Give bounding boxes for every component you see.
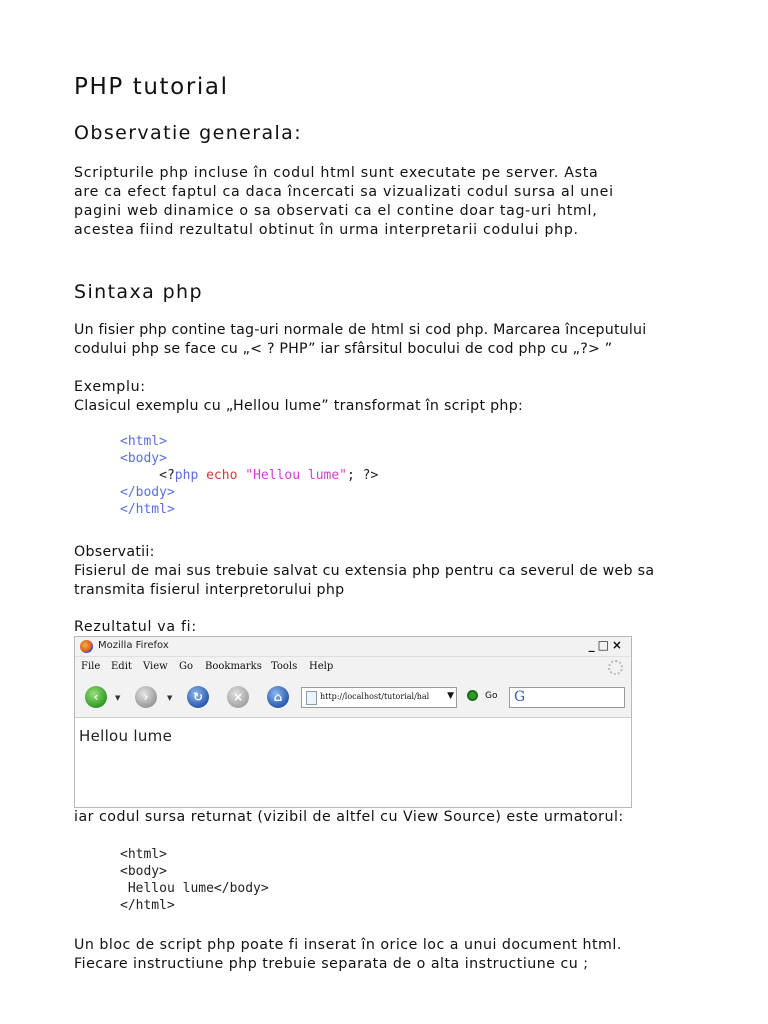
paragraph-line: are ca efect faptul ca daca încercati sa vizualizati codul sursa al unei (74, 184, 614, 200)
example-text: Clasicul exemplu cu „Hellou lume” transformat în script php: (74, 398, 524, 414)
stop-button[interactable] (227, 686, 249, 708)
go-icon[interactable] (467, 690, 478, 701)
example-block (74, 378, 523, 416)
closing-paragraph (74, 936, 622, 974)
reload-icon: ↻ (192, 690, 204, 704)
paragraph-line: codului php se face cu „< ? PHP” iar sfârsitul bocului de cod php cu „?> ” (74, 341, 613, 357)
code-line: </html> (120, 502, 175, 517)
section-heading-observatie: Observatie generala: (74, 122, 303, 144)
browser-page-content: Hellou lume (79, 727, 173, 745)
code-token: php (174, 468, 199, 483)
menu-edit[interactable]: Edit (111, 661, 132, 672)
menu-help[interactable]: Help (309, 661, 334, 672)
php-code-block (120, 433, 378, 518)
code-line: Hellou lume</body> (120, 881, 269, 896)
url-bar[interactable] (301, 687, 457, 708)
code-token: <? (159, 468, 175, 483)
example-label: Exemplu: (74, 379, 146, 395)
google-logo-icon: G (514, 689, 526, 705)
menu-tools[interactable]: Tools (271, 661, 298, 672)
url-dropdown-icon[interactable]: ▼ (447, 691, 454, 701)
code-line: <html> (120, 847, 167, 862)
back-button[interactable] (85, 686, 107, 708)
source-code-block (120, 846, 269, 914)
back-arrow-icon: ‹ (93, 690, 99, 704)
paragraph-line: Fiecare instructiune php trebuie separata de o alta instructiune cu ; (74, 956, 589, 972)
paragraph-line: transmita fisierul interpretorului php (74, 582, 345, 598)
browser-toolbar (75, 677, 631, 718)
paragraph-line: Scripturile php incluse în codul html sunt executate pe server. Asta (74, 165, 599, 181)
paragraph-observatie (74, 164, 614, 240)
reload-button[interactable] (187, 686, 209, 708)
url-text: http://localhost/tutorial/hal (320, 692, 430, 701)
paragraph-line: Un fisier php contine tag-uri normale de html si cod php. Marcarea începutului (74, 322, 647, 338)
forward-button[interactable] (135, 686, 157, 708)
window-title: Mozilla Firefox (98, 640, 169, 651)
window-controls[interactable]: _□× (588, 638, 625, 652)
throbber-icon (608, 660, 623, 675)
code-line: </html> (120, 898, 175, 913)
paragraph-line: pagini web dinamice o sa observati ca el contine doar tag-uri html, (74, 203, 598, 219)
forward-dropdown-icon[interactable]: ▼ (167, 694, 173, 702)
menu-bookmarks[interactable]: Bookmarks (205, 661, 262, 672)
stop-icon: × (232, 690, 244, 704)
back-dropdown-icon[interactable]: ▼ (115, 694, 121, 702)
browser-menubar (75, 657, 631, 677)
paragraph-sintaxa (74, 321, 646, 359)
code-line: <html> (120, 434, 167, 449)
code-token: echo (206, 468, 238, 483)
paragraph-line: Fisierul de mai sus trebuie salvat cu extensia php pentru ca severul de web sa (74, 563, 655, 579)
home-button[interactable] (267, 686, 289, 708)
code-line (120, 467, 378, 484)
browser-screenshot (74, 636, 632, 808)
code-line: <body> (120, 864, 167, 879)
menu-file[interactable]: File (81, 661, 101, 672)
code-token: ; ?> (347, 468, 379, 483)
section-heading-sintaxa: Sintaxa php (74, 281, 203, 303)
browser-titlebar (75, 637, 631, 657)
home-icon: ⌂ (273, 690, 283, 704)
paragraph-line: Un bloc de script php poate fi inserat în orice loc a unui document html. (74, 937, 622, 953)
go-label[interactable]: Go (485, 691, 498, 701)
source-intro: iar codul sursa returnat (vizibil de altfel cu View Source) este urmatorul: (74, 809, 624, 825)
paragraph-line: acestea fiind rezultatul obtinut în urma interpretarii codului php. (74, 222, 579, 238)
observatii-block (74, 543, 654, 600)
forward-arrow-icon: › (143, 690, 149, 704)
code-line: <body> (120, 451, 167, 466)
page-icon (306, 691, 317, 705)
result-label: Rezultatul va fi: (74, 619, 197, 635)
code-token: "Hellou lume" (245, 468, 347, 483)
menu-view[interactable]: View (143, 661, 168, 672)
page-title: PHP tutorial (74, 74, 229, 100)
firefox-logo-icon (80, 640, 93, 653)
menu-go[interactable]: Go (179, 661, 194, 672)
code-line: </body> (120, 485, 175, 500)
search-box[interactable] (509, 687, 625, 708)
observatii-label: Observatii: (74, 544, 155, 560)
